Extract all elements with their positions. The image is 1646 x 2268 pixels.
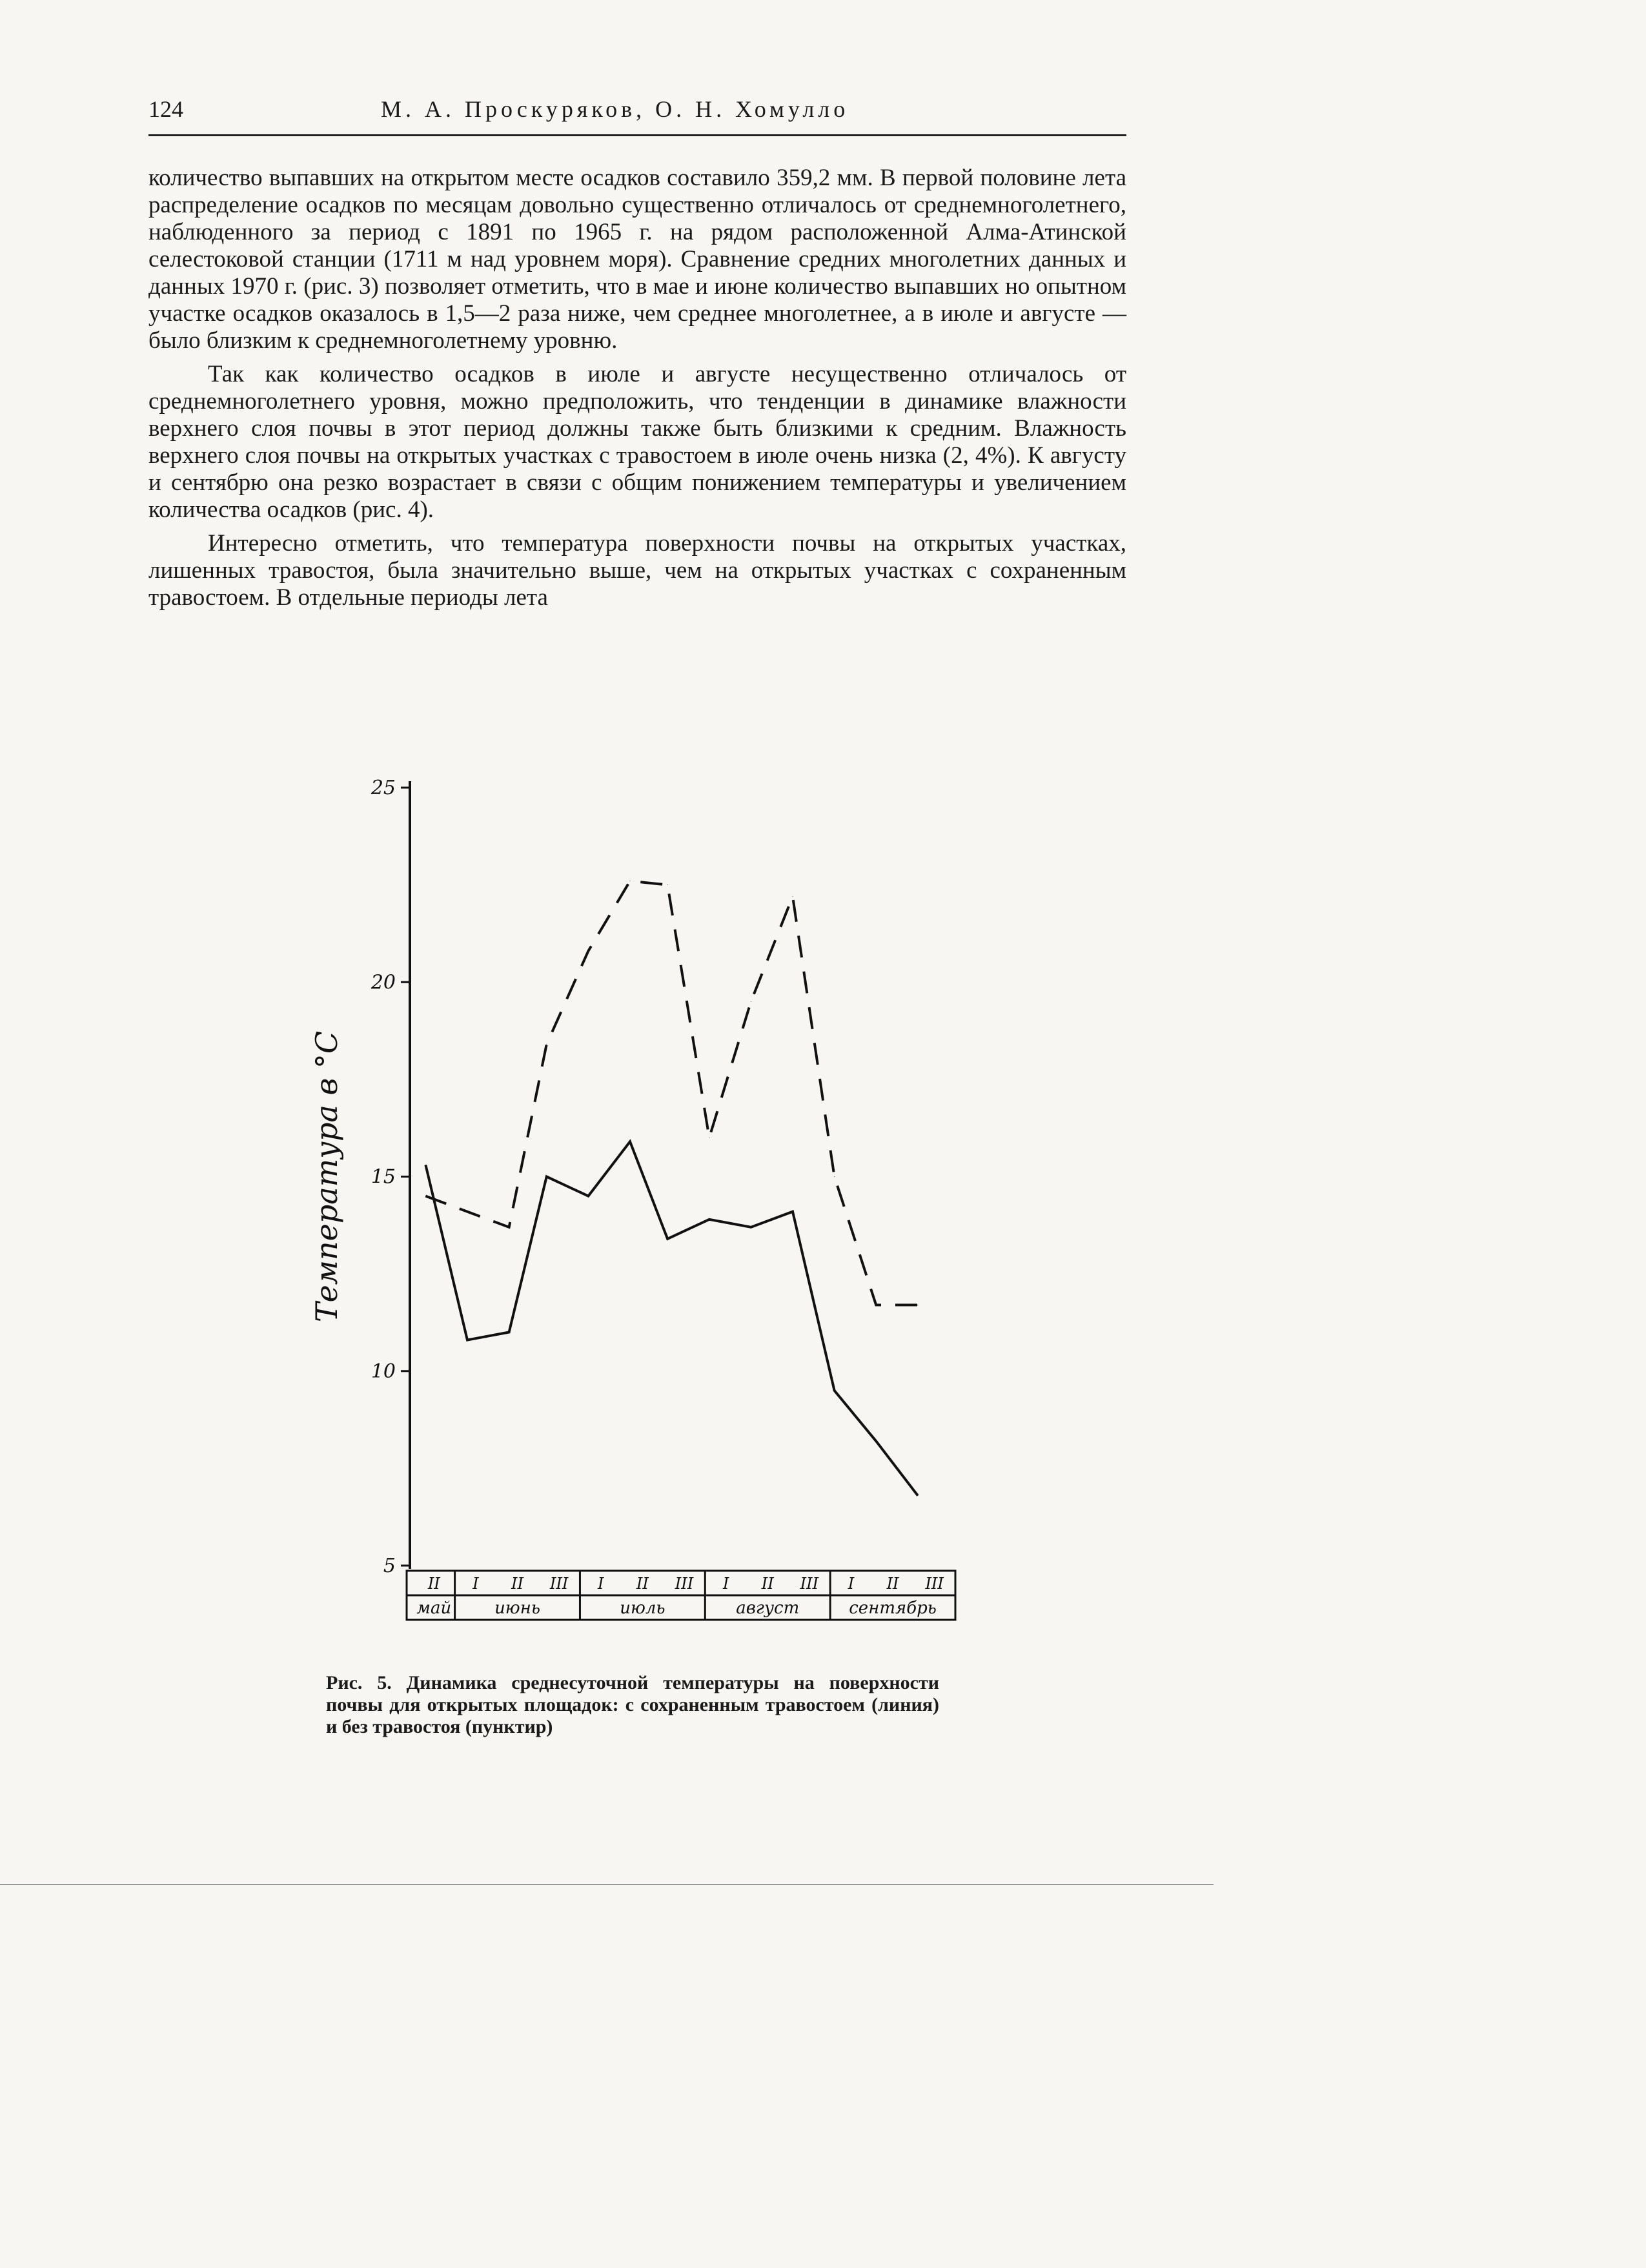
series-dashed-line [425,881,917,1305]
decade-label: III [925,1575,944,1593]
y-tick-label: 10 [371,1360,396,1383]
month-label: июль [620,1599,666,1618]
decade-label: I [722,1575,729,1593]
decade-label: I [848,1575,855,1593]
solid-series-point [667,1238,668,1239]
month-label: июнь [494,1599,540,1618]
page-number: 124 [148,96,183,122]
page-bottom-rule [0,1884,1214,1885]
decade-label: I [598,1575,604,1593]
decade-label: III [549,1575,569,1593]
decade-label: II [427,1575,440,1593]
solid-series-point [876,1441,877,1442]
running-head: М. А. Проскуряков, О. Н. Хомулло [381,96,849,122]
caption-prefix: Рис. 5. [326,1672,392,1693]
paragraph-3: Интересно отметить, что температура поверхности почвы на открытых участках, лишенных травостоя, была значительно выше, чем на открытых участках с сохраненным травостоем. В отдельные периоды лета [148,530,1126,611]
caption-text: Динамика среднесуточной температуры на поверхности почвы для открытых площадок: с сохраненным травостоем (линия) и без травостоя (пунктир) [326,1672,940,1737]
body-text [148,165,1126,618]
decade-label: II [761,1575,774,1593]
dashed-series-point [588,951,589,952]
y-tick-label: 25 [371,777,396,799]
figure-caption [326,1672,939,1738]
y-tick-label: 15 [371,1165,396,1189]
solid-series-point [834,1390,835,1391]
dashed-series-point [546,1044,547,1045]
dashed-series-point [667,884,668,885]
decade-label: II [886,1575,899,1593]
decade-label: I [472,1575,479,1593]
page-header [148,96,1126,136]
month-label: май [416,1599,452,1618]
y-tick-label: 5 [383,1555,396,1577]
month-label: август [736,1599,800,1618]
paragraph-2: Так как количество осадков в июле и августе несущественно отличалось от среднемноголетнего уровня, можно предположить, что тенденции в динамике влажности верхнего слоя почвы в этот период должны также быть близкими к средним. Влажность верхнего слоя почвы на открытых участках с травостоем в июле очень низка (2, 4%). К августу и сентябрю она резко возрастает в связи с общим понижением температуры и увеличением количества осадков (рис. 4). [148,361,1126,523]
solid-series-point [917,1495,918,1496]
month-label: сентябрь [849,1599,937,1618]
decade-label: II [636,1575,649,1593]
series-solid-line [425,1141,917,1495]
y-axis-label: Температура в °С [309,1030,344,1323]
solid-series-point [546,1176,547,1177]
dashed-series-point [834,1176,835,1177]
solid-series-point [630,1141,631,1142]
decade-label: III [800,1575,819,1593]
y-tick-label: 20 [371,971,396,994]
decade-label: III [675,1575,694,1593]
paragraph-1: количество выпавших на открытом месте осадков составило 359,2 мм. В первой половине лета распределение осадков по месяцам довольно существенно отличалось от среднемноголетнего, наблюденного за период с 1891 по 1965 г. на рядом расположенной Алма-Атинской селестоковой станции (1711 м над уровнем моря). Сравнение средних многолетних данных и данных 1970 г. (рис. 3) позволяет отметить, что в мае и июне количество выпавших но опытном участке осадков оказалось в 1,5—2 раза ниже, чем среднее многолетнее, а в июле и августе — было близким к среднемноголетнему уровню. [148,165,1126,354]
temperature-chart [278,762,988,1627]
decade-label: II [511,1575,524,1593]
